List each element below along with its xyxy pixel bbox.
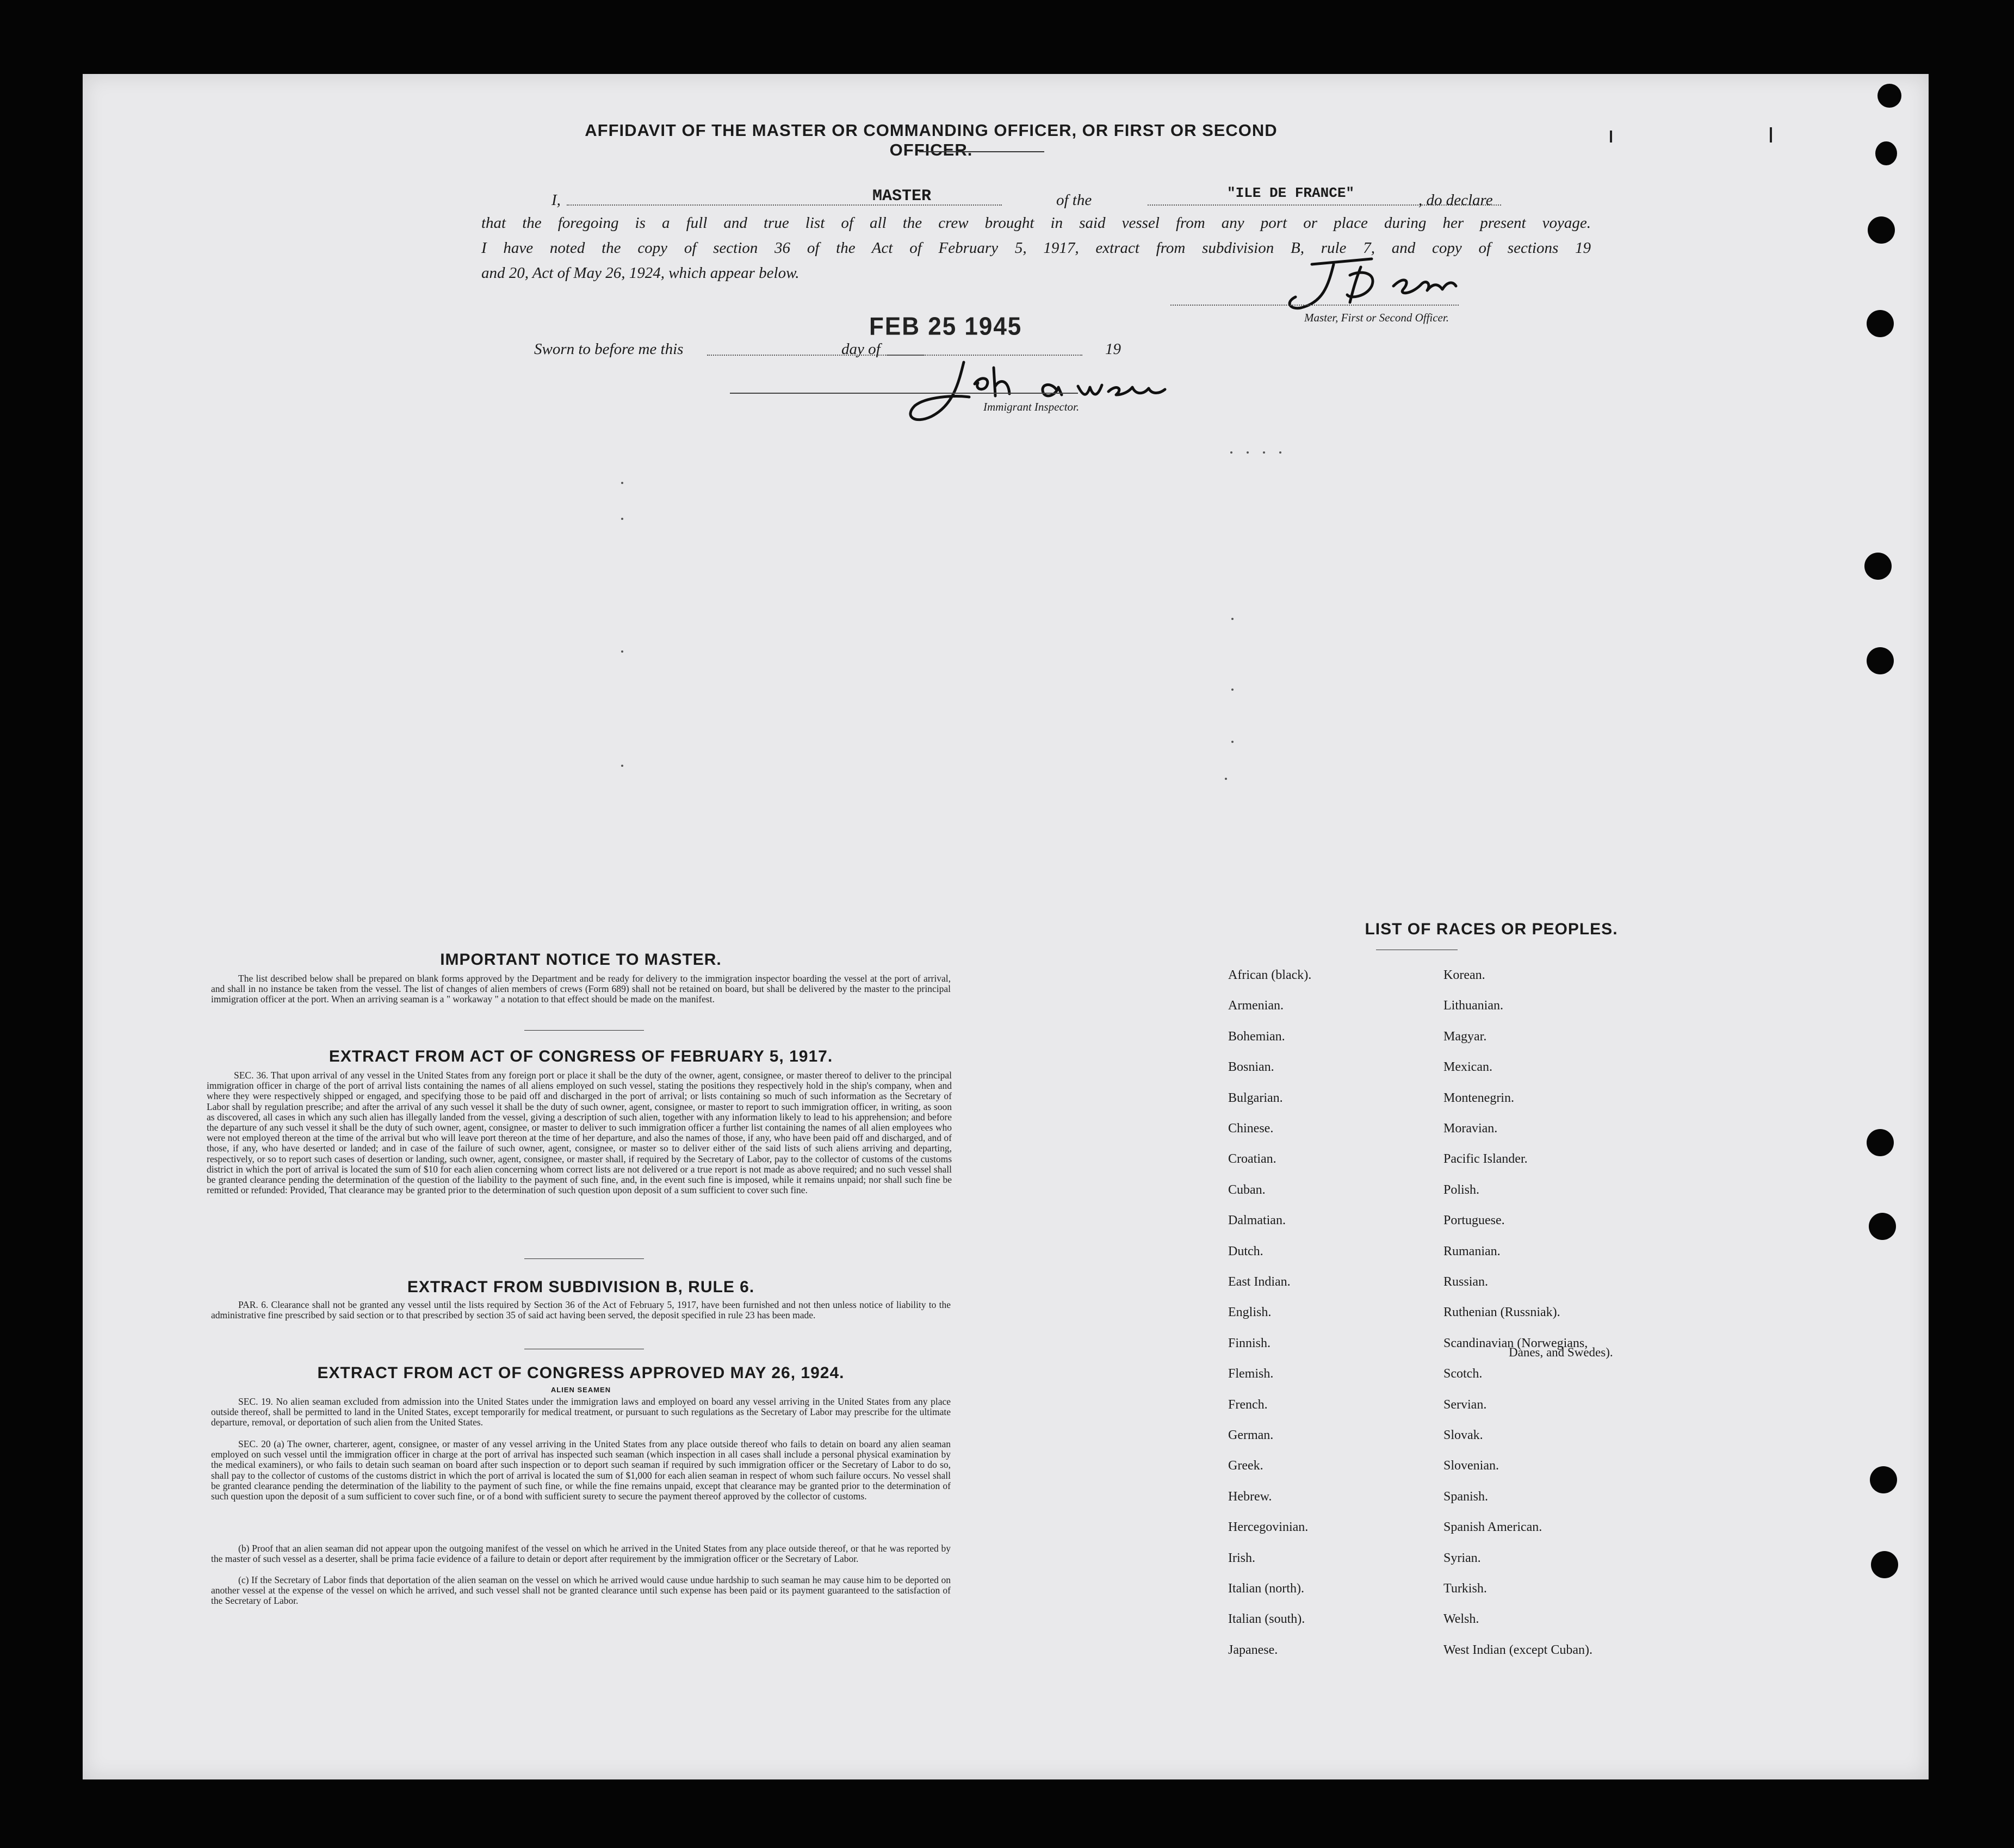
race-item: Japanese. xyxy=(1228,1642,1278,1657)
of-the-label: of the xyxy=(1056,191,1092,209)
extract-subdivision-body: PAR. 6. Clearance shall not be granted any vessel until the lists required by Section 36 of the Act of February 5, 1917, have been furnished and not then unless notice of liability to the administrative fine prescribed by said section or to that prescribed by section 35 of said act having been served, the deposit specified in rule 23 has been made. xyxy=(211,1299,951,1321)
binder-hole xyxy=(1867,647,1894,674)
date-stamp: FEB 25 1945 xyxy=(869,312,1023,341)
faint-mark xyxy=(1231,618,1234,620)
race-item: Scotch. xyxy=(1443,1367,1483,1381)
vessel-value: "ILE DE FRANCE" xyxy=(1227,185,1355,201)
binder-hole xyxy=(1867,1129,1894,1156)
race-item: Moravian. xyxy=(1443,1121,1498,1136)
race-item: Croatian. xyxy=(1228,1152,1276,1167)
faint-mark xyxy=(1247,451,1249,454)
race-item: Bulgarian. xyxy=(1228,1090,1283,1105)
race-item: African (black). xyxy=(1228,968,1312,982)
faint-mark xyxy=(1230,451,1232,454)
race-item: Servian. xyxy=(1443,1397,1487,1412)
race-item: Ruthenian (Russniak). xyxy=(1443,1305,1560,1320)
inspector-signature xyxy=(893,351,1209,433)
master-signature-line xyxy=(1170,305,1459,306)
alien-seamen-subtitle: ALIEN SEAMEN xyxy=(550,1386,611,1394)
binder-hole xyxy=(1869,1213,1896,1240)
race-item: Slovak. xyxy=(1443,1428,1483,1442)
faint-mark xyxy=(621,482,623,484)
do-declare-label: , do declare xyxy=(1418,191,1493,209)
faint-mark xyxy=(621,650,623,653)
race-item: Montenegrin. xyxy=(1443,1090,1514,1105)
race-item: Greek. xyxy=(1228,1459,1263,1473)
declaration-line-2: that the foregoing is a full and true list of all the crew brought in said vessel from any port or place during her present voyage. xyxy=(481,214,1591,232)
race-item: Lithuanian. xyxy=(1443,999,1503,1013)
race-item: German. xyxy=(1228,1428,1274,1442)
binder-hole xyxy=(1871,1551,1898,1578)
master-value: MASTER xyxy=(872,187,932,206)
extract-1917-divider xyxy=(524,1258,644,1259)
affidavit-title: AFFIDAVIT OF THE MASTER OR COMMANDING OFFICER, OR FIRST OR SECOND OFFICER. xyxy=(585,121,1278,159)
notice-body: The list described below shall be prepared on blank forms approved by the Department and be ready for delivery to the immigration inspector boarding the vessel at the port of arrival, and shall in no instance be taken from the vessel. The list of changes of alien members of crews (Form 689) shall not be retained on board, but shall be delivered by the master to the principal immigration officer at the port. When an arriving seaman is a " workaway " a notation to that effect should be made on the manifest. xyxy=(211,973,951,1005)
binder-hole xyxy=(1868,216,1895,244)
faint-mark xyxy=(1231,741,1234,743)
race-item: Cuban. xyxy=(1228,1182,1266,1197)
race-item: Bosnian. xyxy=(1228,1060,1274,1075)
sworn-label: Sworn to before me this xyxy=(534,340,684,358)
faint-mark xyxy=(621,765,623,767)
race-item: West Indian (except Cuban). xyxy=(1443,1642,1592,1657)
i-label: I, xyxy=(551,191,561,209)
sec19-body: SEC. 19. No alien seaman excluded from admission into the United States under the immigration laws and employed on board any vessel arriving in the United States from any place outside thereof, shall be permitted to land in the United States, except temporarily for medical treatment, or pursuant to such regulations as the Secretary of Labor may prescribe for the ultimate departure, removal, or deportation of such alien from the United States. xyxy=(211,1396,951,1428)
year-label: 19 xyxy=(1105,340,1121,358)
race-item: Dalmatian. xyxy=(1228,1213,1286,1228)
race-item: Irish. xyxy=(1228,1551,1255,1565)
race-item: Spanish American. xyxy=(1443,1520,1542,1535)
race-item: Hercegovinian. xyxy=(1228,1520,1309,1535)
race-item: Syrian. xyxy=(1443,1551,1481,1565)
race-item: Portuguese. xyxy=(1443,1213,1505,1228)
race-item: Slovenian. xyxy=(1443,1459,1499,1473)
sec20a-body: SEC. 20 (a) The owner, charterer, agent, consignee, or master of any vessel arriving in the United States from any place outside thereof who fails to detain on board any alien seaman employed on such vessel until the immigration officer in charge at the port of arrival has inspected such seaman (which inspection in all cases shall include a personal physical examination by the medical examiners), or who fails to detain such seaman on board after such inspection or to deport such seaman if required by such immigration officer or the Secretary of Labor to do so, shall pay to the collector of customs of the customs district in which the port of arrival is located the sum of $1,000 for each alien seaman in respect of whom such failure occurs. No vessel shall be granted clearance pending the determination of the liability to the payment of such fine, or while the fine remains unpaid, except that clearance may be granted prior to the determination of such question upon the deposit of a sum sufficient to cover such fine, or of a bond with sufficient surety to secure the payment thereof approved by the collector of customs. xyxy=(211,1438,951,1502)
day-label: day of xyxy=(841,340,881,358)
declaration-line-4: and 20, Act of May 26, 1924, which appear below. xyxy=(481,264,800,282)
notice-divider xyxy=(524,1030,644,1031)
race-item: Hebrew. xyxy=(1228,1489,1272,1504)
race-item: East Indian. xyxy=(1228,1275,1291,1289)
extract-subdivision-title: EXTRACT FROM SUBDIVISION B, RULE 6. xyxy=(407,1278,755,1296)
faint-mark xyxy=(621,518,623,520)
extract-1917-title: EXTRACT FROM ACT OF CONGRESS OF FEBRUARY 5, 1917. xyxy=(329,1047,833,1065)
race-item: Bohemian. xyxy=(1228,1029,1285,1044)
binder-hole xyxy=(1875,141,1897,165)
tick-mark xyxy=(1610,131,1612,142)
binder-hole xyxy=(1877,84,1901,108)
race-item: Welsh. xyxy=(1443,1612,1479,1627)
extract-1917-body: SEC. 36. That upon arrival of any vessel in the United States from any foreign port or place it shall be the duty of the owner, agent, consignee, or master thereof to deliver to the principal immigration officer in charge of the port of arrival lists containing the names of all aliens employed on such vessel, stating the positions they respectively hold in the ship's company, when and where they were respectively shipped or engaged, and specifying those to be paid off and discharged in the port of arrival; or lists containing so much of such information as the Secretary of Labor shall by regulation prescribe; and after the arrival of any such vessel it shall be the duty of such owner, agent, consignee, or master to report to such immigration officer, in writing, as soon as discovered, all cases in which any such alien has illegally landed from the vessel, giving a description of such alien, together with any information likely to lead to his apprehension; and before the departure of any such vessel it shall be the duty of such owner, agent, consignee, or master to deliver to such immigration officer a further list containing the names of all alien employees who were not employed thereon at the time of the arrival but who will leave port thereon at the time of her departure, and also the names of those, if any, who have been paid off and discharged, and of those, if any, who have deserted or landed; and in case of the failure of such owner, agent, consignee, or master so to deliver either of the said lists of such aliens arriving and departing, respectively, or so to report such cases of desertion or landing, such owner, agent, consignee, or master shall, if required by the Secretary of Labor, pay to the collector of customs of the customs district in which the port of arrival is located the sum of $10 for each alien concerning whom correct lists are not delivered or a true report is not made as above required; and no such vessel shall be granted clearance pending the determination of the question of the liability to the payment of such fine, and, in the event such fine is imposed, while it remains unpaid; nor shall such fine be remitted or refunded: Provided, That clearance may be granted prior to the determination of such question upon deposit of a sum sufficient to cover such fine. xyxy=(207,1070,952,1196)
race-item: Magyar. xyxy=(1443,1029,1487,1044)
faint-mark xyxy=(1279,451,1281,454)
race-item: Rumanian. xyxy=(1443,1244,1501,1258)
notice-title: IMPORTANT NOTICE TO MASTER. xyxy=(440,951,722,969)
inspector-caption: Immigrant Inspector. xyxy=(983,400,1080,413)
tick-mark xyxy=(1770,127,1772,142)
sec20b-body: (b) Proof that an alien seaman did not appear upon the outgoing manifest of the vessel on which he arrived in the United States from any place outside thereof, or that he was reported by the master of such vessel as a deserter, shall be prima facie evidence of a failure to detain or deport after requirement by the immigration officer or the Secretary of Labor. xyxy=(211,1543,951,1565)
document-sheet xyxy=(83,74,1929,1779)
extract-1924-title: EXTRACT FROM ACT OF CONGRESS APPROVED MAY 26, 1924. xyxy=(317,1364,845,1382)
signature-caption: Master, First or Second Officer. xyxy=(1304,311,1449,324)
race-item: Polish. xyxy=(1443,1182,1480,1197)
race-item: Dutch. xyxy=(1228,1244,1263,1258)
races-title: LIST OF RACES OR PEOPLES. xyxy=(1365,920,1618,938)
declaration-line-3: I have noted the copy of section 36 of the Act of February 5, 1917, extract from subdivision B, rule 7, and copy of sections 19 xyxy=(481,239,1591,257)
race-item: Italian (north). xyxy=(1228,1582,1304,1596)
faint-mark xyxy=(1225,778,1227,780)
title-divider xyxy=(919,151,1044,152)
race-item: Russian. xyxy=(1443,1275,1489,1289)
race-item: English. xyxy=(1228,1305,1272,1320)
master-name-line xyxy=(567,204,1002,206)
race-item: Danes, and Swedes). xyxy=(1509,1345,1613,1359)
binder-hole xyxy=(1867,310,1894,337)
sec20c-body: (c) If the Secretary of Labor finds that deportation of the alien seaman on the vessel on which he arrived would cause undue hardship to such seaman he may cause him to be deported on another vessel at the expense of the vessel on which he arrived, and such vessel shall not be granted clearance until such expense has been paid or its payment guaranteed to the satisfaction of the Secretary of Labor. xyxy=(211,1574,951,1607)
race-item: Chinese. xyxy=(1228,1121,1274,1136)
race-item: Spanish. xyxy=(1443,1489,1489,1504)
faint-mark xyxy=(1263,451,1265,454)
race-item: Armenian. xyxy=(1228,999,1284,1013)
race-item: French. xyxy=(1228,1397,1268,1412)
race-item: Korean. xyxy=(1443,968,1485,982)
binder-hole xyxy=(1870,1466,1897,1493)
inspector-signature-line xyxy=(730,393,1078,394)
race-item: Italian (south). xyxy=(1228,1612,1305,1627)
race-item: Turkish. xyxy=(1443,1582,1487,1596)
race-item: Mexican. xyxy=(1443,1060,1492,1075)
binder-hole xyxy=(1864,553,1892,580)
race-item: Scandinavian (Norwegians, xyxy=(1443,1336,1588,1350)
faint-mark xyxy=(1231,689,1234,691)
race-item: Finnish. xyxy=(1228,1336,1271,1350)
race-item: Pacific Islander. xyxy=(1443,1152,1528,1167)
race-item: Flemish. xyxy=(1228,1367,1274,1381)
